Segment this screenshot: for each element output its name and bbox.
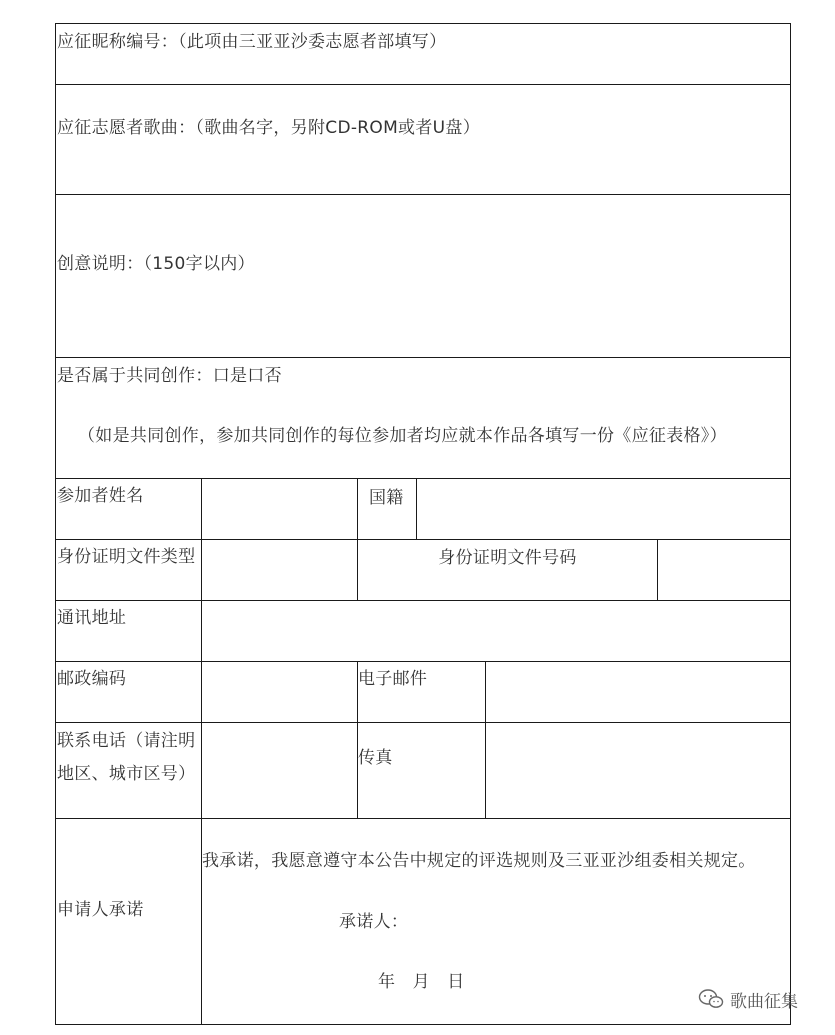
fax-label: 传真 bbox=[358, 748, 393, 768]
table-rule bbox=[357, 478, 358, 601]
pledge-text: 我承诺，我愿意遵守本公告中规定的评选规则及三亚亚沙组委相关规定。 bbox=[202, 851, 756, 871]
watermark-text: 歌曲征集 bbox=[730, 991, 798, 1012]
date-label: 年 月 日 bbox=[378, 972, 465, 992]
participant-name-label: 参加者姓名 bbox=[57, 486, 144, 506]
table-rule bbox=[55, 23, 791, 24]
table-rule bbox=[55, 84, 791, 85]
phone-label-line1: 联系电话（请注明 bbox=[57, 731, 196, 751]
email-field[interactable] bbox=[486, 662, 790, 722]
nationality-label: 国籍 bbox=[369, 488, 404, 508]
table-rule bbox=[790, 23, 791, 1025]
table-rule bbox=[55, 194, 791, 195]
pledger-label: 承诺人： bbox=[339, 912, 409, 932]
table-rule bbox=[55, 1024, 791, 1025]
co-creation-note: （如是共同创作，参加共同创作的每位参加者均应就本作品各填写一份《应征表格》） bbox=[78, 426, 727, 446]
address-label: 通讯地址 bbox=[57, 608, 127, 628]
watermark bbox=[698, 984, 798, 1014]
co-creation-question: 是否属于共同创作：口是口否 bbox=[57, 366, 282, 386]
table-rule bbox=[55, 357, 791, 358]
postal-code-label: 邮政编码 bbox=[57, 669, 127, 689]
id-doc-number-label: 身份证明文件号码 bbox=[438, 548, 577, 568]
address-field[interactable] bbox=[202, 601, 790, 661]
pledge-label: 申请人承诺 bbox=[57, 900, 144, 920]
id-doc-type-field[interactable] bbox=[202, 540, 357, 600]
email-label: 电子邮件 bbox=[358, 669, 428, 689]
fax-field[interactable] bbox=[486, 723, 790, 818]
table-rule bbox=[55, 818, 791, 819]
postal-code-field[interactable] bbox=[202, 662, 357, 722]
participant-name-field[interactable] bbox=[202, 479, 357, 539]
id-doc-number-field[interactable] bbox=[658, 540, 790, 600]
phone-label-line2: 地区、城市区号） bbox=[57, 764, 196, 784]
table-rule bbox=[55, 23, 56, 1025]
id-doc-type-label: 身份证明文件类型 bbox=[57, 547, 196, 567]
song-label: 应征志愿者歌曲：（歌曲名字，另附CD-ROM或者U盘） bbox=[57, 118, 480, 138]
idea-label: 创意说明：（150字以内） bbox=[57, 254, 255, 274]
nickname-number-label: 应征昵称编号：（此项由三亚亚沙委志愿者部填写） bbox=[57, 32, 447, 52]
nationality-field[interactable] bbox=[417, 479, 790, 539]
wechat-icon bbox=[698, 988, 724, 1010]
phone-field[interactable] bbox=[202, 723, 357, 818]
